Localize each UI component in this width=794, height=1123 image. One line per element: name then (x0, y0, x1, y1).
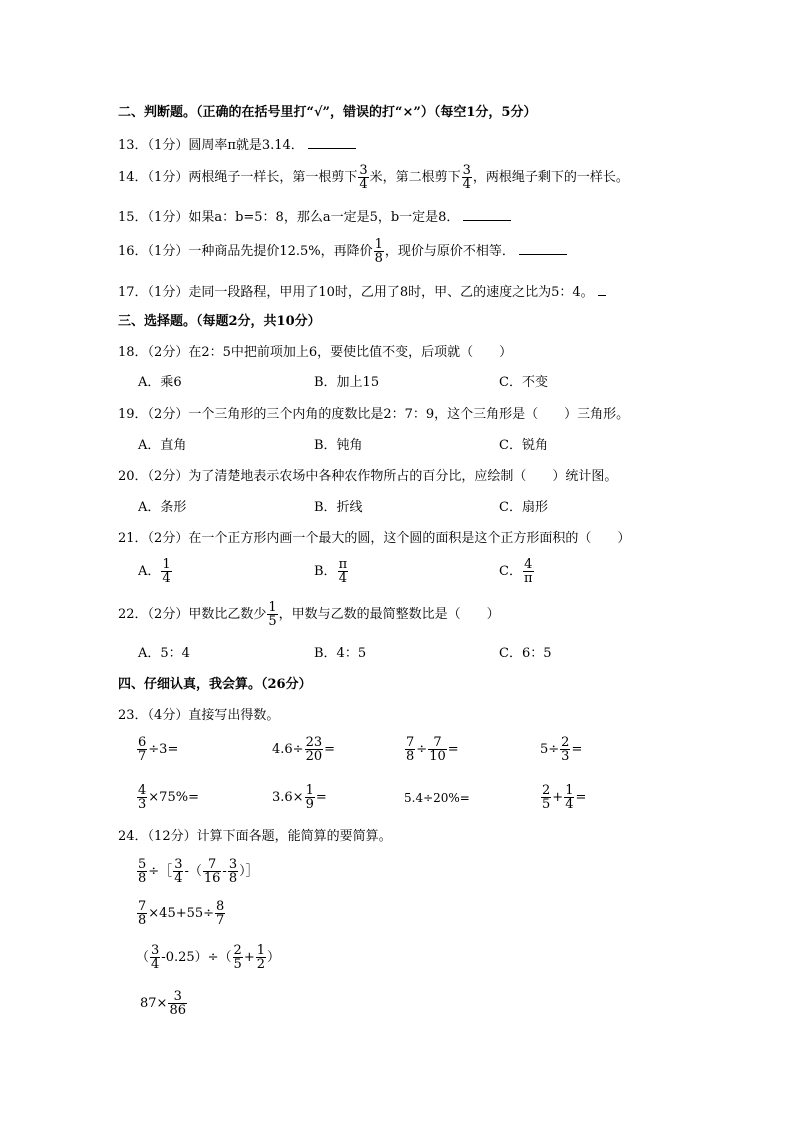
question-20: 20．（2分）为了清楚地表示农场中各种农作物所占的百分比，应绘制（ ）统计图。 (118, 469, 618, 484)
expression-text: 5÷ (540, 742, 560, 757)
expression-text: - (222, 864, 227, 879)
fraction (305, 784, 315, 811)
denominator: 5 (233, 957, 242, 972)
expression-text: ÷3= (148, 742, 179, 757)
numerator: 2 (233, 943, 242, 958)
option-a[interactable]: A．直角 (138, 438, 187, 453)
fraction (228, 858, 238, 885)
denominator: 8 (406, 749, 415, 764)
fraction (541, 784, 551, 811)
answer-blank[interactable] (598, 283, 606, 296)
denominator: 4 (162, 571, 171, 586)
option-label: C． (499, 564, 522, 579)
fraction (203, 858, 222, 885)
fraction (305, 736, 324, 763)
denominator: 3 (561, 749, 570, 764)
fraction (405, 736, 415, 763)
answer-blank[interactable] (308, 136, 356, 149)
operator: + (552, 790, 564, 805)
numerator: 1 (162, 557, 171, 572)
numerator: 3 (168, 990, 187, 1004)
numerator: 1 (305, 783, 314, 798)
option-c[interactable]: C．6：5 (499, 646, 552, 661)
numerator: 4 (138, 783, 147, 798)
expression-text: 87× (140, 996, 168, 1011)
option-c[interactable] (499, 558, 535, 585)
denominator: 4 (359, 177, 368, 192)
expression (136, 858, 259, 885)
expression-text: -0.25）÷（ (161, 950, 232, 965)
expression-text: （ (136, 950, 150, 965)
question-14-text-c: ，两根绳子剩下的一样长。 (472, 170, 629, 185)
numerator: 1 (374, 237, 383, 252)
numerator: 3 (174, 857, 183, 872)
numerator: 1 (565, 783, 574, 798)
fraction (137, 736, 147, 763)
numerator: 7 (138, 899, 147, 914)
question-19: 19．（2分）一个三角形的三个内角的度数比是2：7：9，这个三角形是（ ）三角形。 (118, 407, 630, 422)
fraction (462, 164, 472, 191)
section-title-calculation: 四、仔细认真，我会算。（26分） (118, 677, 312, 692)
expression-text: ）］ (239, 864, 259, 879)
fraction (173, 858, 183, 885)
denominator: 20 (305, 749, 323, 764)
denominator: 4 (151, 957, 160, 972)
question-22-text-a: 22．（2分）甲数比乙数少 (118, 607, 267, 622)
option-label: A． (138, 564, 161, 579)
expression-text: ÷［ (148, 864, 173, 879)
expression-text: ×45+55÷ (148, 906, 215, 921)
option-c[interactable]: C．不变 (499, 375, 548, 390)
question-15-text: 15．（1分）如果a：b=5：8，那么a一定是5，b一定是8． (118, 210, 460, 225)
numerator: 23 (305, 735, 323, 750)
expression (404, 736, 459, 763)
denominator: 3 (138, 797, 147, 812)
question-22-text-b: ，甲数与乙数的最简整数比是（ ） (278, 607, 500, 622)
expression-text: = (324, 742, 336, 757)
denominator: 2 (256, 957, 265, 972)
fraction (150, 944, 160, 971)
expression (540, 784, 586, 811)
question-22 (118, 601, 500, 628)
option-a[interactable]: A．5：4 (138, 646, 190, 661)
denominator: 8 (228, 871, 238, 886)
fraction (560, 736, 570, 763)
expression-text: 3.6× (272, 790, 304, 805)
expression (540, 736, 582, 763)
denominator: 4 (565, 797, 574, 812)
fraction (137, 784, 147, 811)
question-15 (118, 208, 511, 226)
numerator: 7 (203, 858, 222, 872)
fraction (564, 784, 574, 811)
question-13-text: 13．（1分）圆周率π就是3.14． (118, 138, 304, 153)
denominator: 86 (169, 1003, 186, 1018)
question-24: 24．（12分）计算下面各题，能简算的要简算。 (118, 829, 392, 844)
question-16 (118, 238, 567, 265)
denominator: 4 (174, 871, 183, 886)
numerator: 2 (542, 783, 551, 798)
expression (272, 784, 327, 811)
expression-text: = (571, 742, 583, 757)
question-16-text-b: ，现价与原价不相等． (384, 244, 515, 259)
expression: 5.4÷20%= (404, 791, 470, 805)
expression-text: = (575, 790, 587, 805)
numerator: π (338, 557, 348, 572)
numerator: 3 (151, 943, 160, 958)
option-a[interactable]: A．乘6 (138, 375, 182, 390)
option-a[interactable]: A．条形 (138, 500, 187, 515)
expression (136, 944, 280, 971)
fraction (215, 900, 225, 927)
fraction (137, 858, 147, 885)
operator: ÷ (416, 742, 428, 757)
expression (136, 900, 226, 927)
fraction (338, 558, 349, 585)
expression-text: = (315, 790, 327, 805)
question-14-text-b: 米，第二根剪下 (369, 170, 461, 185)
denominator: 16 (203, 871, 221, 886)
option-b[interactable]: B．加上15 (314, 375, 380, 390)
denominator: 7 (216, 913, 225, 928)
option-b[interactable]: B．折线 (314, 500, 363, 515)
option-b[interactable] (314, 558, 349, 585)
option-label: B． (314, 564, 337, 579)
denominator: 8 (138, 913, 147, 928)
fraction (168, 990, 187, 1017)
fraction (137, 900, 147, 927)
expression (136, 736, 178, 763)
numerator: 7 (428, 736, 447, 750)
question-23: 23．（4分）直接写出得数。 (118, 708, 280, 723)
numerator: 3 (462, 163, 471, 178)
expression (272, 736, 335, 763)
option-b[interactable]: B．4：5 (314, 646, 367, 661)
question-21: 21．（2分）在一个正方形内画一个最大的圆，这个圆的面积是这个正方形面积的（ ） (118, 531, 631, 546)
numerator: 1 (268, 600, 277, 615)
fraction (267, 601, 277, 628)
fraction (428, 736, 447, 763)
question-14-text-a: 14．（1分）两根绳子一样长，第一根剪下 (118, 170, 358, 185)
fraction (523, 558, 534, 585)
denominator: 5 (268, 614, 277, 629)
question-14 (118, 164, 629, 191)
fraction (358, 164, 368, 191)
option-c[interactable]: C．扇形 (499, 500, 548, 515)
denominator: 9 (305, 797, 314, 812)
numerator: 8 (216, 899, 225, 914)
numerator: 3 (359, 163, 368, 178)
expression-text: 4.6÷ (272, 742, 304, 757)
numerator: 3 (228, 857, 238, 872)
numerator: 2 (561, 735, 570, 750)
question-18: 18．（2分）在2：5中把前项加上6，要使比值不变，后项就（ ） (118, 345, 513, 360)
numerator: 7 (406, 735, 415, 750)
expression-text: -（ (184, 864, 202, 879)
denominator: 8 (374, 251, 383, 266)
denominator: 4 (462, 177, 471, 192)
fraction (233, 944, 243, 971)
answer-blank[interactable] (519, 242, 567, 255)
numerator: 6 (138, 735, 147, 750)
fraction (374, 238, 384, 265)
expression-text: ） (267, 950, 281, 965)
fraction (161, 558, 171, 585)
denominator: 4 (338, 571, 347, 586)
fraction (256, 944, 266, 971)
question-17 (118, 283, 606, 301)
numerator: 1 (256, 943, 265, 958)
denominator: 8 (138, 871, 147, 886)
expression-text: + (243, 950, 255, 965)
denominator: π (523, 571, 533, 586)
option-c[interactable]: C．锐角 (499, 438, 548, 453)
numerator: 5 (138, 857, 147, 872)
expression (140, 990, 188, 1017)
question-17-text: 17．（1分）走同一段路程，甲用了10时，乙用了8时，甲、乙的速度之比为5：4。 (118, 285, 594, 300)
section-title-judgment: 二、判断题。（正确的在括号里打“√”，错误的打“×”）（每空1分，5分） (118, 105, 537, 120)
answer-blank[interactable] (463, 208, 511, 221)
expression-text: = (447, 742, 459, 757)
question-16-text-a: 16．（1分）一种商品先提价12.5%，再降价 (118, 244, 373, 259)
option-a[interactable] (138, 558, 173, 585)
question-13 (118, 136, 356, 154)
expression (136, 784, 199, 811)
option-b[interactable]: B．钝角 (314, 438, 363, 453)
section-title-choice: 三、选择题。（每题2分，共10分） (118, 314, 321, 329)
denominator: 10 (429, 749, 446, 764)
expression-text: ×75%= (148, 790, 199, 805)
denominator: 7 (138, 749, 147, 764)
numerator: 4 (524, 557, 533, 572)
denominator: 5 (542, 797, 551, 812)
